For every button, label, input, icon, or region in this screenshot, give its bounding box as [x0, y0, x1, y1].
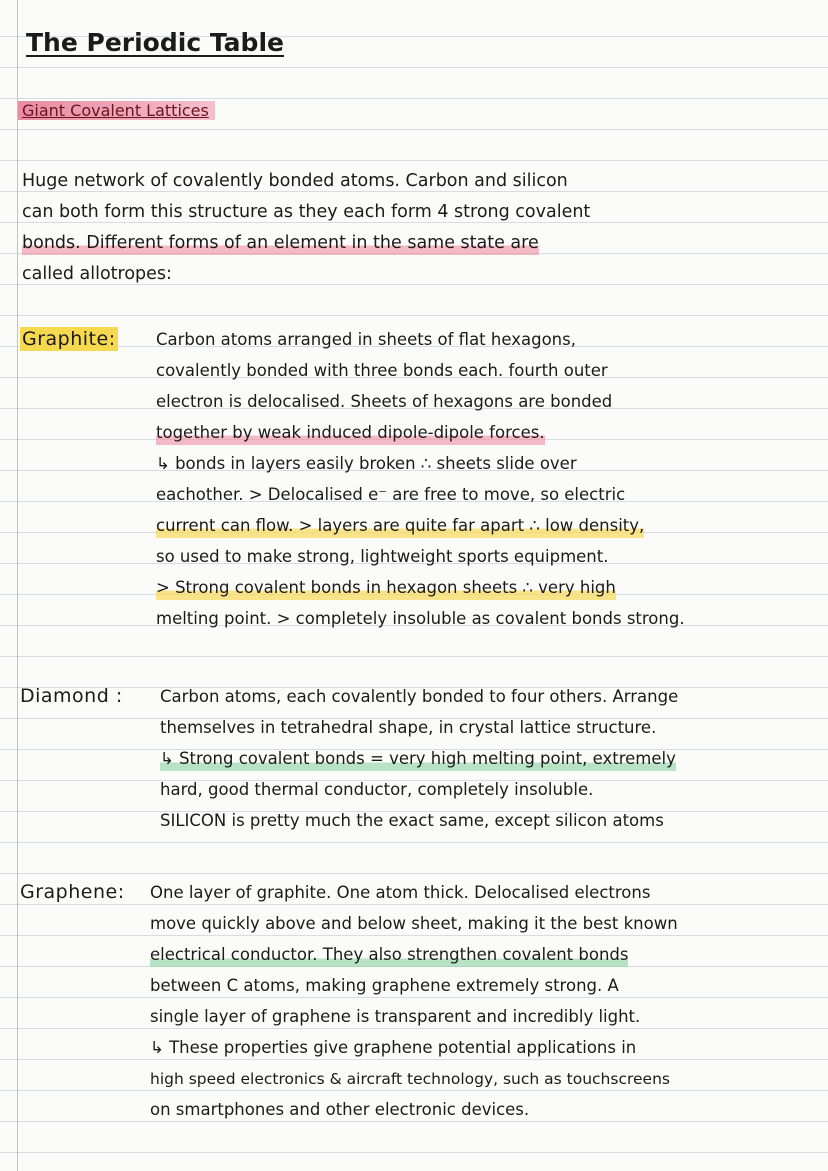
diamond-line-3: ↳ Strong covalent bonds = very high melting point, extremely [160, 747, 676, 771]
graphene-line-8: on smartphones and other electronic devices. [150, 1100, 530, 1119]
graphite-line-1: Carbon atoms arranged in sheets of flat hexagons, [156, 330, 576, 349]
graphite-line-5: ↳ bonds in layers easily broken ∴ sheets slide over [156, 454, 577, 473]
graphene-line-6: ↳ These properties give graphene potential applications in [150, 1038, 637, 1057]
graphene-line-4: between C atoms, making graphene extremely strong. A [150, 976, 619, 995]
diamond-line-1: Carbon atoms, each covalently bonded to four others. Arrange [160, 687, 679, 706]
page-title: The Periodic Table [26, 28, 284, 57]
graphite-line-9: > Strong covalent bonds in hexagon sheets ∴ very high [156, 576, 616, 600]
intro-line-3: bonds. Different forms of an element in the same state are [22, 233, 539, 253]
diamond-line-2: themselves in tetrahedral shape, in crystal lattice structure. [160, 718, 657, 737]
graphite-line-10: melting point. > completely insoluble as covalent bonds strong. [156, 609, 685, 628]
intro-line-2: can both form this structure as they each form 4 strong covalent [22, 202, 591, 222]
margin-line [17, 0, 18, 1171]
graphene-term: Graphene: [20, 881, 125, 903]
graphene-line-5: single layer of graphene is transparent and incredibly light. [150, 1007, 641, 1026]
graphite-line-3: electron is delocalised. Sheets of hexagons are bonded [156, 392, 613, 411]
intro-line-4: called allotropes: [22, 264, 172, 284]
graphite-line-7: current can flow. > layers are quite far apart ∴ low density, [156, 514, 644, 538]
diamond-line-5: SILICON is pretty much the exact same, except silicon atoms [160, 811, 664, 830]
graphene-line-2: move quickly above and below sheet, making it the best known [150, 914, 678, 933]
graphite-line-4: together by weak induced dipole-dipole forces. [156, 421, 545, 445]
graphite-term: Graphite: [22, 328, 116, 350]
diamond-term: Diamond : [20, 685, 123, 707]
graphene-line-7: high speed electronics & aircraft technology, such as touchscreens [150, 1070, 670, 1088]
intro-line-1: Huge network of covalently bonded atoms. Carbon and silicon [22, 171, 568, 191]
diamond-line-4: hard, good thermal conductor, completely insoluble. [160, 780, 594, 799]
graphite-line-2: covalently bonded with three bonds each. fourth outer [156, 361, 608, 380]
graphite-line-6: eachother. > Delocalised e⁻ are free to move, so electric [156, 485, 626, 504]
graphene-line-3: electrical conductor. They also strengthen covalent bonds [150, 943, 628, 967]
graphene-line-1: One layer of graphite. One atom thick. Delocalised electrons [150, 883, 651, 902]
graphite-line-8: so used to make strong, lightweight sports equipment. [156, 547, 609, 566]
section-heading: Giant Covalent Lattices [18, 101, 215, 120]
